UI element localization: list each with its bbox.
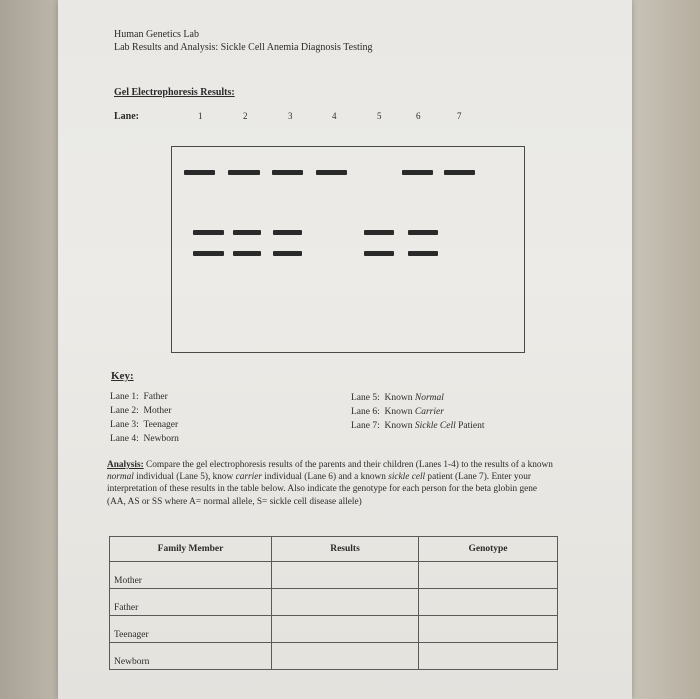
- band-lane1-top: [184, 170, 215, 175]
- results-cell-newborn[interactable]: [272, 643, 419, 670]
- key-lane4: Lane 4: Newborn: [110, 434, 179, 444]
- genotype-cell-father[interactable]: [419, 589, 558, 616]
- genotype-cell-mother[interactable]: [419, 562, 558, 589]
- header-results: Results: [272, 537, 419, 562]
- background-left: [0, 0, 60, 699]
- key-lane3: Lane 3: Teenager: [110, 420, 179, 430]
- genotype-cell-newborn[interactable]: [419, 643, 558, 670]
- band-lane5-mid: [364, 230, 394, 235]
- results-cell-father[interactable]: [272, 589, 419, 616]
- band-lane6-mid: [408, 230, 438, 235]
- lane-number-6: 6: [416, 111, 421, 121]
- table-header-row: [110, 537, 558, 562]
- lane-number-7: 7: [457, 111, 462, 121]
- row-label-mother: Mother: [110, 562, 272, 589]
- key-lane2: Lane 2: Mother: [110, 406, 172, 416]
- background-right: [630, 0, 700, 699]
- lane-number-5: 5: [377, 111, 382, 121]
- table-row: [110, 616, 558, 643]
- row-label-teenager: Teenager: [110, 616, 272, 643]
- course-title: Human Genetics Lab: [114, 29, 199, 40]
- key-lane6: Lane 6: Known Carrier: [351, 407, 444, 417]
- lane-number-4: 4: [332, 111, 337, 121]
- analysis-paragraph: Analysis: Compare the gel electrophoresis results of the parents and their children (Lanes 1-4) to the results of a known normal individual (Lane 5), know carrier individual (Lane 6) and a known sickle cell patient (Lane 7). Enter your interpretation of these results in the table below. Also indicate the genotype for each person for the beta globin gene (AA, AS or SS where A= normal allele, S= sickle cell disease allele): [107, 460, 553, 507]
- table-row: [110, 643, 558, 670]
- table-row: [110, 589, 558, 616]
- band-lane4-top: [316, 170, 347, 175]
- band-lane2-low: [233, 251, 261, 256]
- lab-title: Lab Results and Analysis: Sickle Cell Anemia Diagnosis Testing: [114, 42, 373, 53]
- key-lane5: Lane 5: Known Normal: [351, 393, 444, 403]
- results-cell-teenager[interactable]: [272, 616, 419, 643]
- gel-results-title: Gel Electrophoresis Results:: [114, 87, 235, 98]
- lane-number-2: 2: [243, 111, 248, 121]
- band-lane5-low: [364, 251, 394, 256]
- key-lane1: Lane 1: Father: [110, 392, 168, 402]
- results-cell-mother[interactable]: [272, 562, 419, 589]
- genotype-cell-teenager[interactable]: [419, 616, 558, 643]
- band-lane1-mid: [193, 230, 224, 235]
- row-label-newborn: Newborn: [110, 643, 272, 670]
- band-lane3-mid: [273, 230, 302, 235]
- key-lane7: Lane 7: Known Sickle Cell Patient: [351, 421, 485, 431]
- band-lane2-mid: [233, 230, 261, 235]
- header-genotype: Genotype: [419, 537, 558, 562]
- table-row: [110, 562, 558, 589]
- band-lane2-top: [228, 170, 260, 175]
- band-lane3-top: [272, 170, 303, 175]
- header-family-member: Family Member: [110, 537, 272, 562]
- lane-number-3: 3: [288, 111, 293, 121]
- band-lane3-low: [273, 251, 302, 256]
- band-lane6-low: [408, 251, 438, 256]
- band-lane6-top: [402, 170, 433, 175]
- lane-label: Lane:: [114, 111, 139, 122]
- row-label-father: Father: [110, 589, 272, 616]
- key-title: Key:: [111, 370, 134, 382]
- band-lane1-low: [193, 251, 224, 256]
- band-lane7-top: [444, 170, 475, 175]
- gel-box: [171, 146, 525, 353]
- results-table: [109, 536, 558, 670]
- lane-number-1: 1: [198, 111, 203, 121]
